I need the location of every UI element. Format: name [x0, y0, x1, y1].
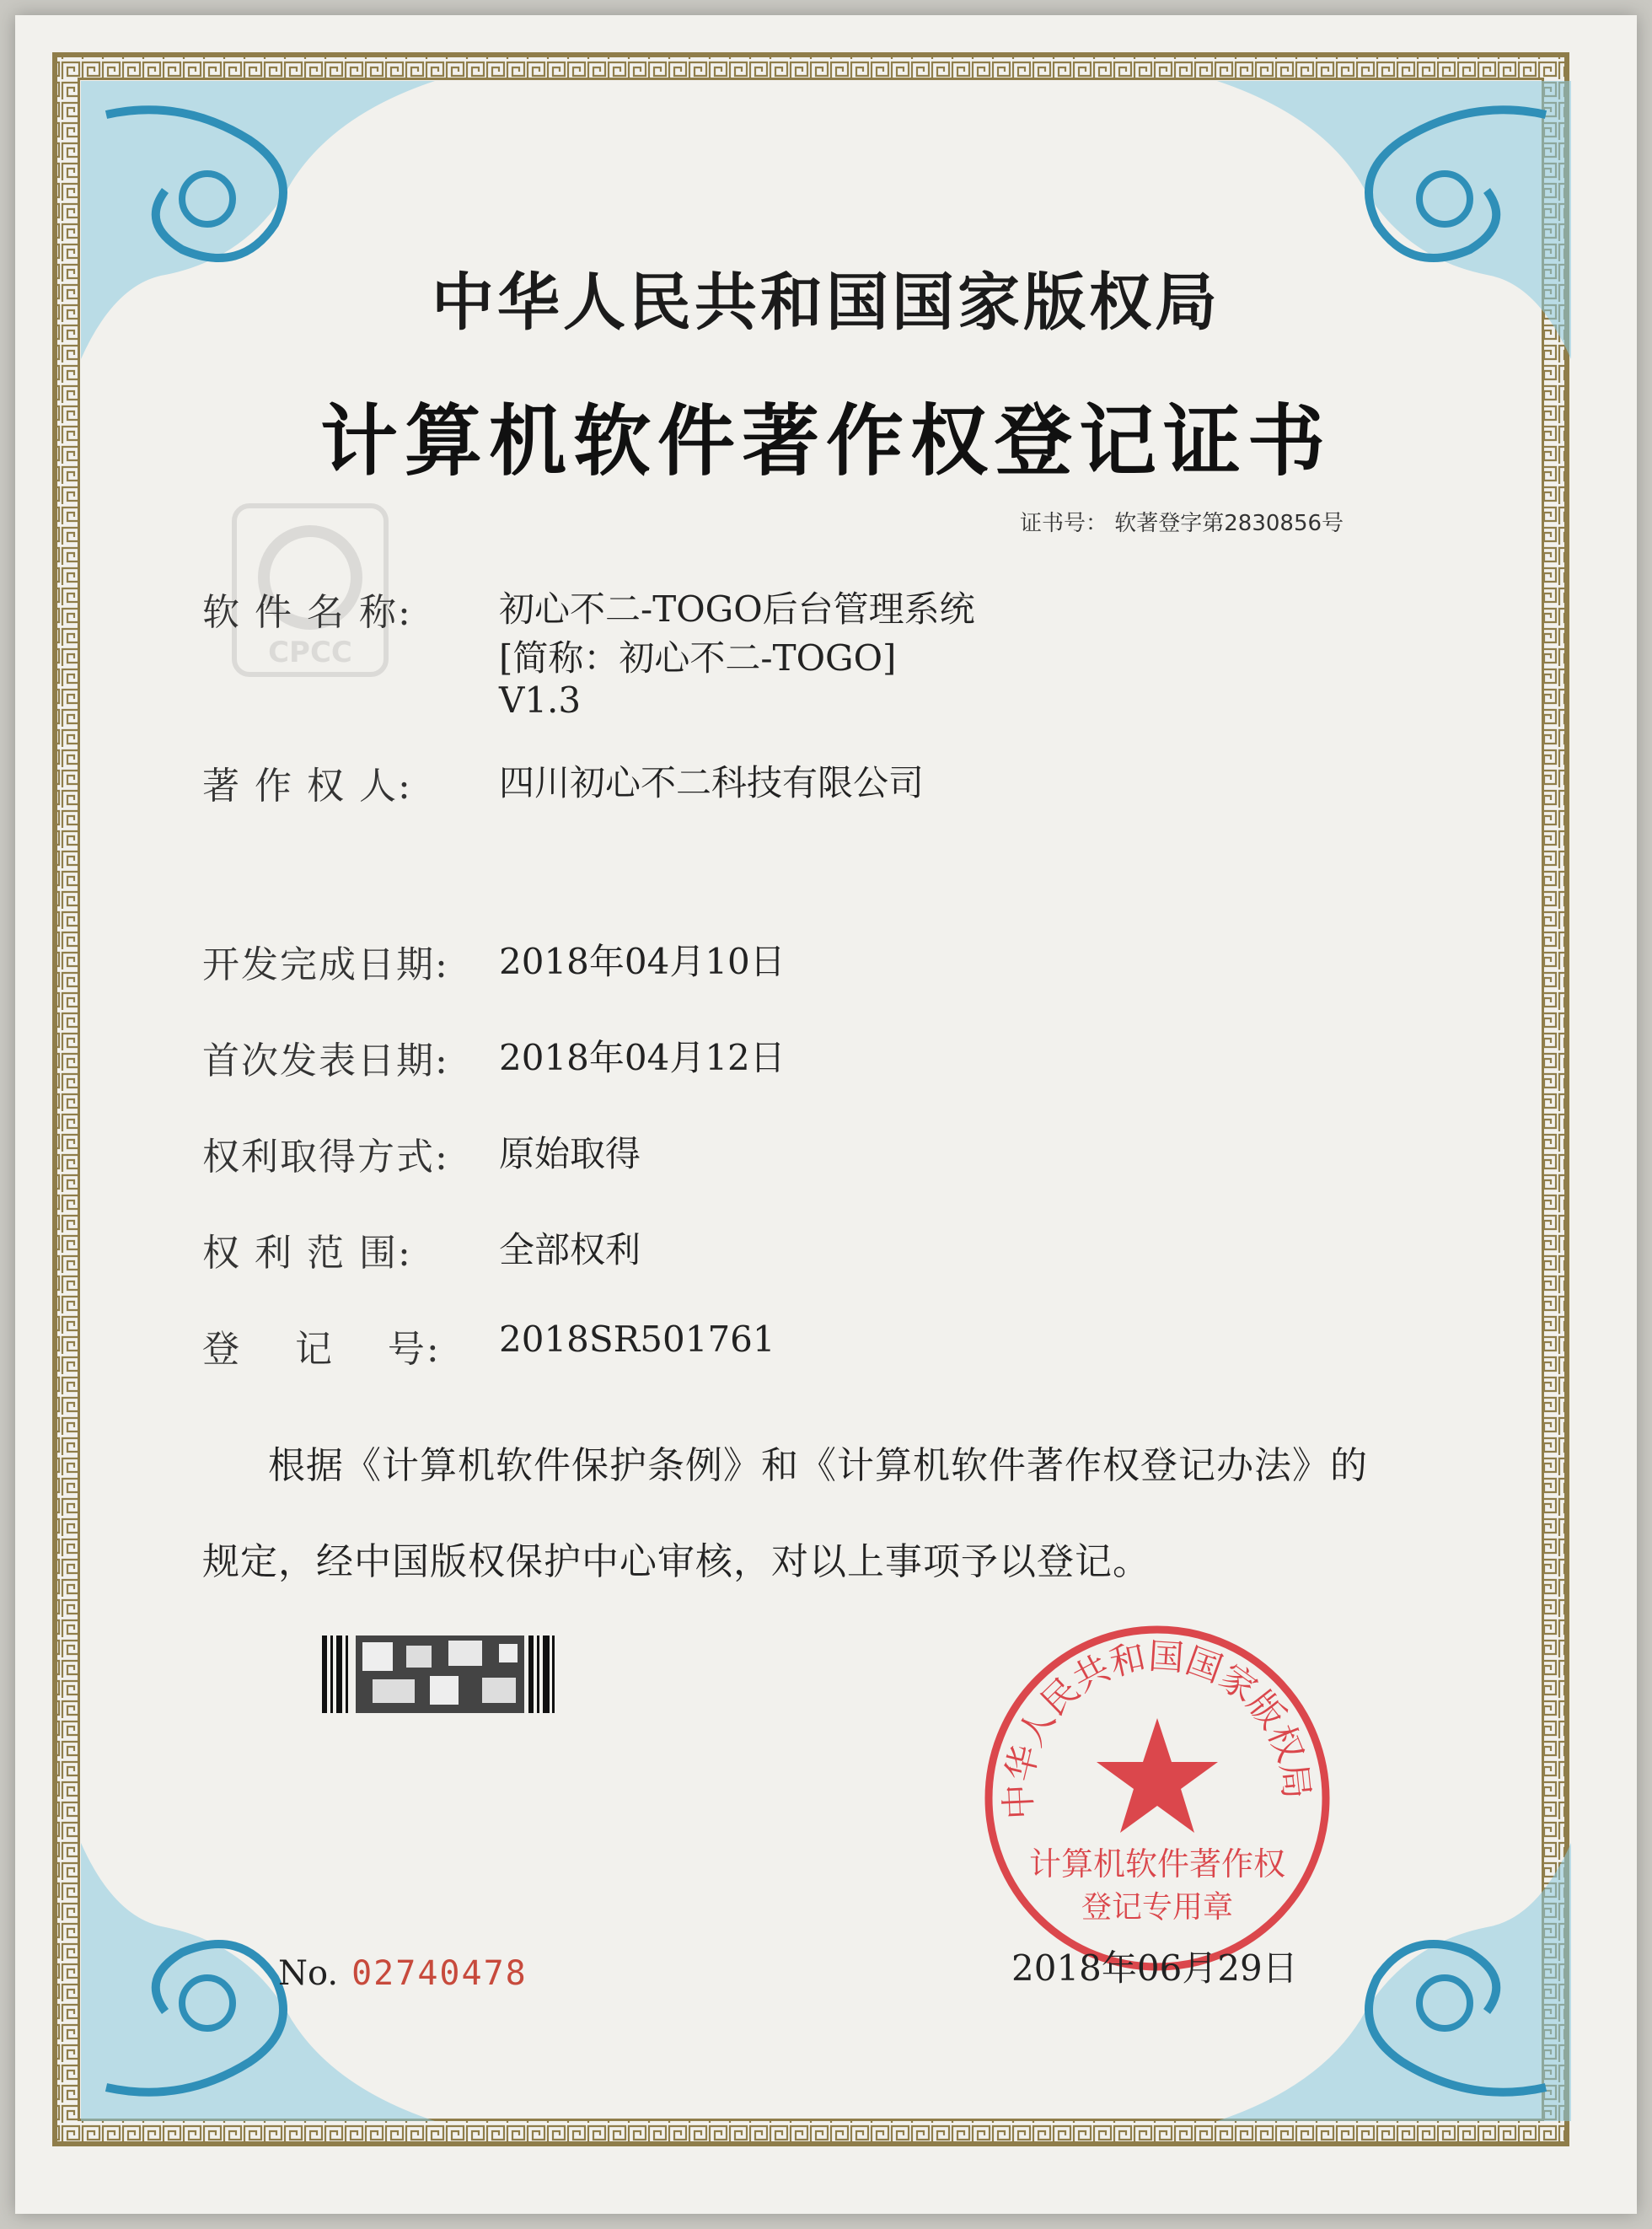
- label-first-publish-date: 首次发表日期:: [202, 1039, 449, 1082]
- value-first-publish-date: 2018年04月12日: [499, 1037, 786, 1078]
- label-software-name: 软 件 名 称:: [202, 591, 412, 634]
- label-development-date: 开发完成日期:: [202, 943, 449, 986]
- label-acquisition-method: 权利取得方式:: [202, 1136, 449, 1179]
- watermark-text: CPCC: [268, 636, 352, 669]
- certificate-number: 证书号： 软著登字第2830856号: [1020, 511, 1344, 536]
- label-copyright-owner: 著 作 权 人:: [202, 765, 412, 808]
- official-seal: [976, 1617, 1338, 1979]
- value-software-version: V1.3: [499, 679, 582, 721]
- value-development-date: 2018年04月10日: [499, 941, 786, 982]
- issue-date: 2018年06月29日: [1011, 1947, 1298, 1989]
- statement-line-1: 根据《计算机软件保护条例》和《计算机软件著作权登记办法》的: [268, 1444, 1368, 1487]
- value-copyright-owner: 四川初心不二科技有限公司: [499, 762, 925, 803]
- serial-block: [278, 1954, 528, 1993]
- serial-number: 02740478: [351, 1954, 528, 1993]
- certificate-title: 计算机软件著作权登记证书: [319, 395, 1332, 486]
- value-software-short-name: [简称：初心不二-TOGO]: [499, 637, 897, 679]
- statement-line-2: 规定，经中国版权保护中心审核，对以上事项予以登记。: [202, 1540, 1150, 1583]
- barcode: [322, 1635, 555, 1713]
- value-acquisition-method: 原始取得: [499, 1133, 641, 1174]
- seal-line-1: 计算机软件著作权: [1028, 1845, 1286, 1883]
- value-registration-number: 2018SR501761: [499, 1319, 775, 1360]
- label-registration-number: 登 记 号:: [202, 1328, 441, 1371]
- value-rights-scope: 全部权利: [499, 1229, 641, 1270]
- label-rights-scope: 权 利 范 围:: [202, 1232, 412, 1275]
- value-software-name: 初心不二-TOGO后台管理系统: [499, 588, 975, 630]
- seal-line-2: 登记专用章: [1081, 1890, 1234, 1925]
- seal-arc-text: 中华人民共和国国家版权局: [997, 1635, 1318, 1821]
- serial-label: No.: [278, 1954, 339, 1993]
- issuing-authority: 中华人民共和国国家版权局: [432, 266, 1220, 339]
